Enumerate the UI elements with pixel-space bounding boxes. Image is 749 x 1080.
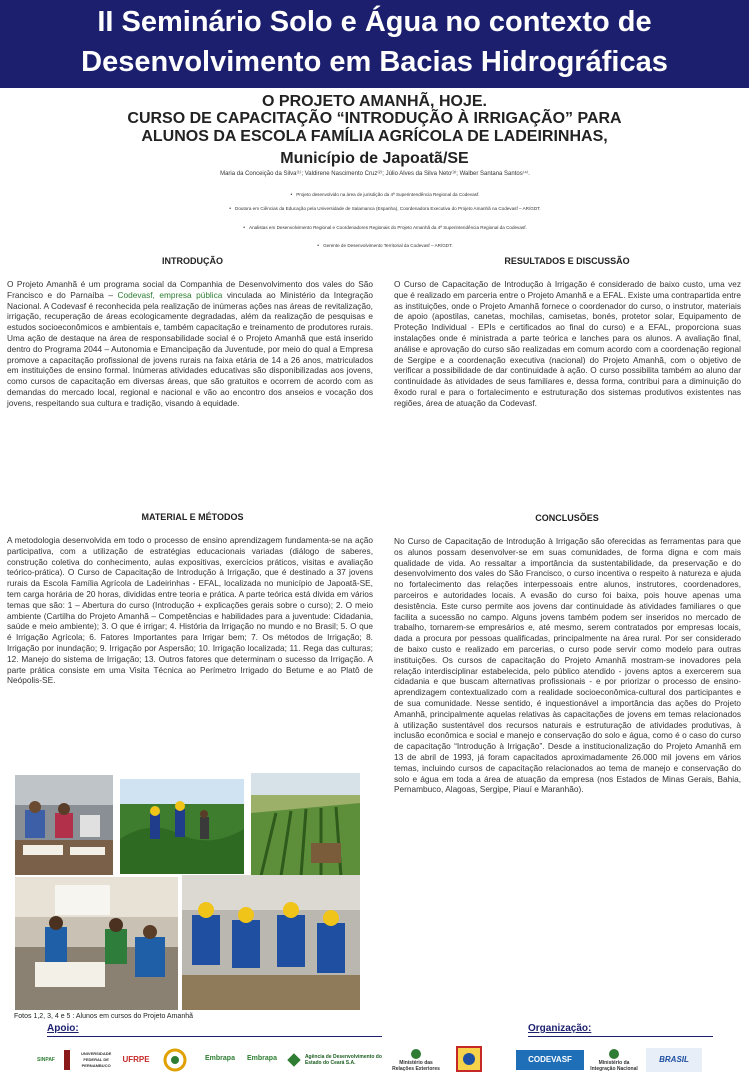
- agencia-logo: [286, 1044, 384, 1076]
- intro-text-part-1: O Projeto Amanhã é um programa social da Companhia de Desenvolvimento dos vales do São Francisco e do Parnaíba –: [7, 279, 373, 300]
- affiliation-4: • Gerente de Desenvolvimento Territorial da Codevasf – AR/GDT.: [317, 243, 453, 249]
- methods-text: [7, 535, 373, 686]
- intro-text-part-2: vinculada ao Ministério da Integração Nacional. A Codevasf é reconhecida pela realização de inúmeras ações nas áreas de revitalização, irrigação, recuperação de áreas ecologicamente degradadas, além da realização de pesquisas e estudos socioeconômicos e ambientais e, também capacitação e treinamento de produtores rurais. Uma ação de destaque na área de responsabilidade social é o Projeto Amanhã que está inserido dentro do Programa 2044 – Autonomia e Emancipação da Juventude, por meio do qual a Empresa promove a capacitação profissional de jovens rurais na faixa etária de 14 a 26 anos, matriculados em instituições de ensino formal. Inúmeras atividades educativas são disponibilizadas aos jovens, como cursos de capacitação em diversas áreas, que são gratuitos e ocorrem de acordo com as demandas do mercado local, regional e nacional e vão ao encontro dos anseios e vocação dos jovens, respeitando sua cultura e tradição, visando à equidade.: [7, 289, 374, 408]
- agencia-leaf-icon: [286, 1047, 302, 1073]
- affiliation-1-text: Projeto desenvolvido na área de jurisdição da 4ª Superintendência Regional da Codevasf.: [296, 192, 480, 197]
- results-heading: RESULTADOS E DISCUSSÃO: [504, 256, 630, 266]
- brazil-seal-logo: [452, 1044, 486, 1074]
- banner-line-1: II Seminário Solo e Água no contexto de: [97, 6, 652, 38]
- embrapa-logo-2: [242, 1048, 282, 1070]
- emblem-logo: [154, 1046, 196, 1074]
- embrapa-logo-1-text: Embrapa: [205, 1055, 235, 1062]
- apoio-rule: [47, 1036, 382, 1037]
- ufpe-logo-text: UNIVERSIDADE FEDERAL DE PERNAMBUCO: [81, 1051, 112, 1068]
- embrapa-logo-1: [200, 1048, 240, 1070]
- poster-title-line-3: ALUNOS DA ESCOLA FAMÍLIA AGRÍCOLA DE LADEIRINHAS,: [141, 128, 608, 145]
- ufrpe-logo-text: UFRPE: [122, 1055, 150, 1064]
- banner-line-2: Desenvolvimento em Bacias Hidrográficas: [81, 46, 668, 78]
- conclusions-paragraph: No Curso de Capacitação de Introdução à Irrigação são oferecidas as ferramentas para que os alunos possam desenvolver-se em suas comunidades, de forma digna e com mais qualidade de vida. Ao ressaltar a importância da sustentabilidade, da preservação e do desenvolvimento dos vales do São Francisco, o curso incentiva o respeito à natureza e ajuda no fortalecimento das relações interpessoais entre alunos, instrutores, coordenadores, parceiros e autoridades locais. A evasão do curso foi baixa, pois houve apenas uma desistência. Este curso permite aos jovens dar continuidade às atividades familiares o que facilita a sucessão no campo. Alguns jovens também podem ser inseridos no mercado de trabalho, tornarem-se empresários e, até mesmo, serem contratados por empresas locais, dada a procura por pessoas qualificadas, principalmente na área rural. Por ser considerado de baixo custo e realizado em parcerias, o curso pode servir como modelo para outras instituições. Os cursos de capacitação do Projeto Amanhã mostram-se inovadores pela relação interdisciplinar estabelecida, pelo público atendido - jovens aptos a exercerem sua cidadania e que buscam alternativas profissionais - e por priorizar o processo de ensino-aprendizagem contextualizado com a realidade socioeconômica-cultural dos participantes e de sua comunidade. Nesse sentido, é inquestionável a importância das ações do Projeto Amanhã, principalmente aquelas relativas às capacitações de jovens em temas relacionados à utilização sustentável dos recursos naturais e estruturação de atividades produtivas, à inclusão econômica e social e manejo e conservação do solo e água, como é o caso do curso de capacitação “Introdução à Irrigação”. Desde a institucionalização do Projeto Amanhã em 13 de abril de 1993, já foram capacitados aproximadamente 26.000 mil jovens em vários temas, incluindo cursos de capacitação relacionados ao tema de manejo e conservação do solo e água em toda a área de atuação da empresa (nos Estados de Minas Gerais, Bahia, Pernambuco, Alagoas, Sergipe, Piauí e Maranhão).: [394, 536, 741, 795]
- conclusions-text: [394, 536, 741, 795]
- organizacao-rule: [528, 1036, 713, 1037]
- photo-5-students-helmets: [182, 875, 360, 1010]
- poster-title-line-4: Município de Japoatã/SE: [280, 150, 469, 167]
- affiliation-2-text: Doutora em Ciências da Educação pela Universidade de Salamanca (Espanha), Coordenadora Executiva do Projeto Amanhã na Codevasf – AR/GDT.: [235, 206, 541, 211]
- brasil-logo: [646, 1048, 702, 1072]
- affiliation-2: • Doutora em Ciências da Educação pela Universidade de Salamanca (Espanha), Coordenadora Executiva do Projeto Amanhã na Codevasf – AR/GDT.: [229, 206, 541, 212]
- integracao-logo: [588, 1044, 640, 1076]
- authors: Maria da Conceição da Silva⁽¹⁾; Valdirene Nascimento Cruz⁽²⁾; Júlio Alves da Silva Neto⁽³⁾; Walber Santana Santos⁽⁴⁾.: [220, 171, 530, 177]
- agencia-logo-text: Agência de Desenvolvimento do Estado do Ceará S.A.: [304, 1054, 382, 1066]
- header-banner: [0, 0, 749, 88]
- conclusions-heading: CONCLUSÕES: [535, 513, 599, 523]
- ufrpe-logo: [122, 1048, 150, 1072]
- photos-caption: Fotos 1,2, 3, 4 e 5 : Alunos em cursos do Projeto Amanhã: [14, 1013, 193, 1020]
- sinpaf-logo-text: SINPAF: [37, 1057, 55, 1063]
- integracao-logo-text: Ministério da Integração Nacional: [590, 1060, 638, 1072]
- affiliation-3-text: Analistas em Desenvolvimento Regional e Coordenadores Regionais do Projeto Amanhã da 4ª Superintendência Regional da Codevasf.: [249, 225, 527, 230]
- mre-crest-icon: [410, 1048, 422, 1060]
- codevasf-logo: [516, 1050, 584, 1070]
- intro-heading: INTRODUÇÃO: [162, 256, 223, 266]
- photo-1-classroom: [15, 775, 113, 875]
- methods-heading: MATERIAL E MÉTODOS: [141, 512, 244, 522]
- mre-logo-text: Ministério das Relações Exteriores: [392, 1060, 440, 1072]
- affiliation-3: • Analistas em Desenvolvimento Regional e Coordenadores Regionais do Projeto Amanhã da 4ª Superintendência Regional da Codevasf.: [243, 225, 527, 231]
- organizacao-label: Organização:: [528, 1023, 592, 1034]
- codevasf-logo-text: CODEVASF: [528, 1055, 572, 1064]
- brasil-logo-text: BRASIL: [659, 1055, 689, 1064]
- photo-2-field: [120, 779, 244, 874]
- photo-4-students-table: [15, 877, 178, 1010]
- intro-text: [7, 279, 373, 409]
- ufpe-logo: [64, 1046, 119, 1074]
- affiliation-1: • Projeto desenvolvido na área de jurisdição da 4ª Superintendência Regional da Codevasf.: [290, 192, 480, 198]
- mre-logo: [392, 1044, 440, 1076]
- codevasf-link-text: Codevasf, empresa pública: [117, 289, 223, 300]
- poster-title-line-2: CURSO DE CAPACITAÇÃO “INTRODUÇÃO À IRRIGAÇÃO” PARA: [127, 110, 622, 127]
- integracao-crest-icon: [608, 1048, 620, 1060]
- photo-3-crop: [251, 773, 360, 876]
- embrapa-logo-2-text: Embrapa: [247, 1055, 277, 1062]
- results-paragraph: O Curso de Capacitação de Introdução à Irrigação é considerado de baixo custo, uma vez que é realizado em parceria entre o Projeto Amanhã e a EFAL. Existe uma contrapartida entre as instituições, onde o Projeto Amanhã fornece o coordenador do curso, o instrutor, materiais de apoio (apostilas, canetas, mochilas, camisetas, bonés, protetor solar, Equipamento de Proteção Individual - EPIs e certificados ao final do curso) e a EFAL, proporciona suas instalações onde é ministrada a parte teórica e lanches para os alunos. A avaliação final, análise e aprovação do curso são realizadas em comum acordo com a coordenação regional de Sergipe e a coordenação executiva (nacional) do Projeto Amanhã, com o objetivo de verificar a possibilidade de dar continuidade à ação. O curso possibilita também ao aluno dar continuidade às atividades de seus familiares e, dessa forma, contribui para a diminuição do êxodo rural e para o fortalecimento e estruturação dos sistemas produtivos existentes nas regiões, área de atuação da Codevasf.: [394, 279, 741, 408]
- methods-paragraph: A metodologia desenvolvida em todo o processo de ensino aprendizagem fundamenta-se na ação participativa, com a utilização de estratégias educacionais variadas (diálogo de saberes, construção coletiva do conhecimento, aulas expositivas, exercícios práticos, visitas e avaliação teórico-prática). O Curso de Capacitação de Introdução à Irrigação, que é destinado a 37 jovens rurais da Escola Família Agrícola de Ladeirinhas - EFAL, localizada no município de Japoatã-SE, tem carga horária de 20 horas, divididas entre teoria e prática. A parte teórica está divida em vários temas que são: 1 – Abertura do curso (Introdução + explicações gerais sobre o curso); 2. O meio ambiente (Cartilha do Projeto Amanhã – Competências e habilidades para a juventude: Cidadania, saúde e meio ambiente); 3. O que é irrigar; 4. História da Irrigação no mundo e no Brasil; 5. O que é Irrigação Agrícola; 6. Fatores Importantes para Irrigar bem; 7. Os métodos de Irrigação; 8. Irrigação por inundação; 9. Irrigação por Aspersão; 10. Irrigação localizada; 11. Rega das culturas; 12. Manejo do sistema de Irrigação; 13. Outros fatores que determinam o sucesso da Irrigação. A parte prática consiste em uma Visita Técnica ao Perímetro Irrigado do Betume e ao Platô de Neópolis-SE.: [7, 535, 373, 686]
- results-text: [394, 279, 741, 409]
- poster-title-line-1: O PROJETO AMANHÃ, HOJE.: [262, 93, 487, 110]
- ufpe-crest-icon: [64, 1050, 70, 1070]
- apoio-label: Apoio:: [47, 1023, 79, 1034]
- affiliation-4-text: Gerente de Desenvolvimento Territorial da Codevasf – AR/GDT.: [323, 243, 453, 248]
- sinpaf-logo: [30, 1046, 62, 1074]
